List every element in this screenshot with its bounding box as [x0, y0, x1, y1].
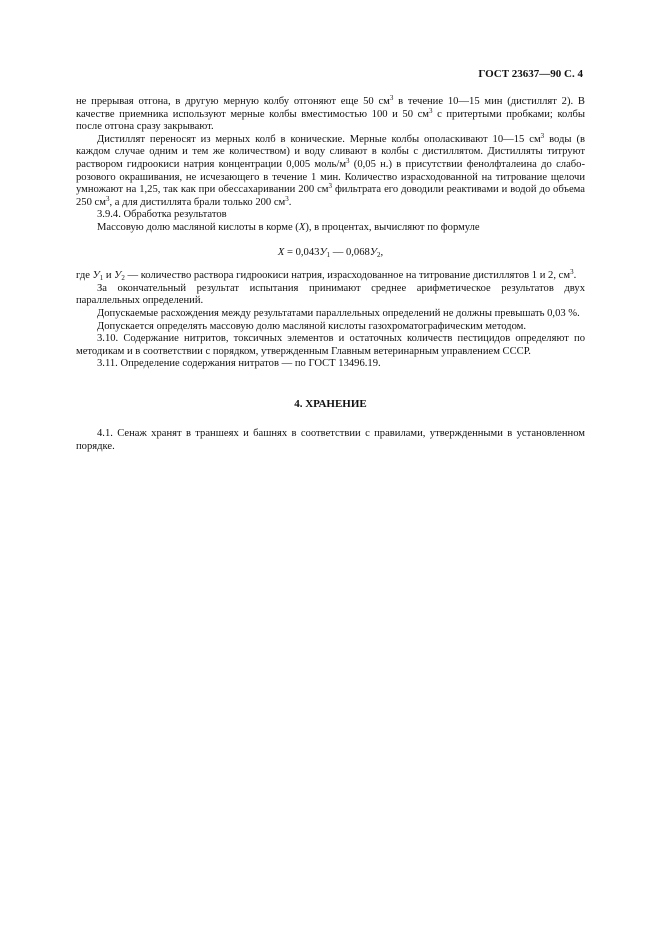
paragraph-distillate-2: не прерывая отгона, в другую мерную колбу отгоняют еще 50 $см^3$ в течение 10—15 мин (дистиллят 2). В качестве приемника используют мерные колбы вместимостью 100 и 50 $см^3$ с притертыми пробками; колбы после отгона сразу закрывают.: [76, 94, 586, 133]
paragraph-formula-intro: Массовую долю масляной кислоты в корме (X), в процентах, вычисляют по формуле: [97, 221, 480, 233]
formula-legend: где $У_1$ и $У_2$ — количество раствора гидроокиси натрия, израсходованное на титрование дистиллятов 1 и 2, $см^3$.: [76, 268, 577, 283]
paragraph-titration: Дистиллят переносят из мерных колб в конические. Мерные колбы ополаскивают 10—15 $см^3$ воды (в каждом случае одним и тем же количеством) и воду сливают в колбы с дистиллятом. Дистилляты титруют раствором гидроокиси натрия концентрации 0,005 моль/$м^3$ (0,05 н.) в присутствии фенолфталеина до слабо-розового окрашивания, не исчезающего в течение 1 мин. Количество израсходованной на титрование щелочи умножают на 1,25, так как при обессахаривании 200 $см^3$ фильтрата его доводили реактивами и водой до объема 250 $см^3$, а для дистиллята брали только 200 $см^3$.: [76, 131, 585, 208]
document-body: [76, 96, 585, 454]
paragraph-3-11: 3.11. Определение содержания нитратов — по ГОСТ 13496.19.: [97, 358, 381, 370]
subsection-3-9-4-heading: 3.9.4. Обработка результатов: [97, 209, 227, 221]
section-title-storage: 4. ХРАНЕНИЕ: [294, 397, 367, 410]
page-header: ГОСТ 23637—90 С. 4: [478, 68, 583, 80]
paragraph-4-1: 4.1. Сенаж хранят в траншеях и башнях в соответствии с правилами, утвержденными в установленном порядке.: [76, 428, 585, 453]
paragraph-gas-chromatography: Допускается определять массовую долю масляной кислоты газохроматографическим методом.: [97, 320, 527, 332]
paragraph-tolerance: Допускаемые расхождения между результатами параллельных определений не должны превышать 0,03 %.: [97, 307, 580, 319]
paragraph-3-10: 3.10. Содержание нитритов, токсичных элементов и остаточных количеств пестицидов определяют по методикам и в соответствии с порядком, утвержденным Главным ветеринарным управлением СССР.: [76, 333, 585, 357]
formula: $X = 0,043У_1$ — $0,068У_2$,: [277, 246, 384, 259]
paragraph-final-result: За окончательный результат испытания принимают среднее арифметическое результатов двух параллельных определений.: [76, 282, 585, 307]
